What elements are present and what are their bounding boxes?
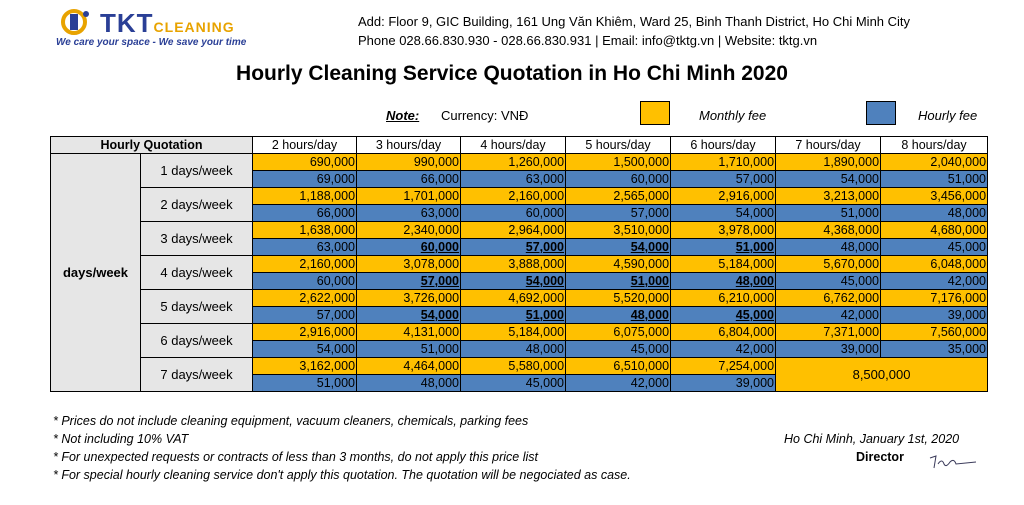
column-header: 6 hours/day [671, 137, 776, 154]
signoff-role: Director [856, 450, 904, 464]
hourly-fee-cell: 48,000 [566, 307, 671, 324]
days-week-group-label: days/week [51, 154, 141, 392]
hourly-fee-cell: 42,000 [566, 375, 671, 392]
monthly-fee-cell: 4,131,000 [357, 324, 461, 341]
logo-tagline: We care your space - We save your time [56, 37, 247, 48]
hourly-fee-cell: 39,000 [776, 341, 881, 358]
monthly-fee-cell: 2,040,000 [881, 154, 988, 171]
hourly-fee-cell: 42,000 [881, 273, 988, 290]
hourly-fee-cell: 39,000 [881, 307, 988, 324]
hourly-fee-cell: 48,000 [461, 341, 566, 358]
monthly-fee-cell: 7,176,000 [881, 290, 988, 307]
monthly-fee-cell: 690,000 [253, 154, 357, 171]
hourly-fee-cell: 63,000 [357, 205, 461, 222]
hourly-fee-legend: Hourly fee [918, 108, 978, 123]
monthly-fee-cell: 5,580,000 [461, 358, 566, 375]
table-corner-header: Hourly Quotation [51, 137, 253, 154]
hourly-fee-cell: 60,000 [461, 205, 566, 222]
page-title: Hourly Cleaning Service Quotation in Ho Chi Minh 2020 [236, 62, 788, 85]
hourly-fee-cell: 39,000 [671, 375, 776, 392]
monthly-fee-cell: 4,692,000 [461, 290, 566, 307]
hourly-fee-cell: 54,000 [776, 171, 881, 188]
row-label: 4 days/week [141, 256, 253, 290]
monthly-fee-cell: 1,500,000 [566, 154, 671, 171]
hourly-fee-cell: 42,000 [671, 341, 776, 358]
column-header: 7 hours/day [776, 137, 881, 154]
hourly-fee-cell: 51,000 [881, 171, 988, 188]
monthly-fee-cell: 6,210,000 [671, 290, 776, 307]
column-header: 8 hours/day [881, 137, 988, 154]
monthly-fee-cell: 3,978,000 [671, 222, 776, 239]
monthly-fee-cell: 1,890,000 [776, 154, 881, 171]
company-logo [56, 8, 256, 52]
table-row-monthly [51, 222, 988, 239]
monthly-fee-swatch [640, 101, 670, 125]
footnote: * For special hourly cleaning service don't apply this quotation. The quotation will be negociated as case. [53, 468, 631, 482]
monthly-fee-cell: 2,964,000 [461, 222, 566, 239]
quotation-table [50, 136, 988, 392]
monthly-fee-cell: 5,520,000 [566, 290, 671, 307]
monthly-fee-cell: 7,371,000 [776, 324, 881, 341]
table-row-monthly [51, 188, 988, 205]
hourly-fee-cell: 45,000 [566, 341, 671, 358]
hourly-fee-cell: 57,000 [566, 205, 671, 222]
column-header: 5 hours/day [566, 137, 671, 154]
row-label: 1 days/week [141, 154, 253, 188]
hourly-fee-cell: 54,000 [357, 307, 461, 324]
hourly-fee-cell: 42,000 [776, 307, 881, 324]
merged-fee-cell: 8,500,000 [776, 358, 988, 392]
monthly-fee-cell: 3,510,000 [566, 222, 671, 239]
hourly-fee-cell: 48,000 [357, 375, 461, 392]
note-label: Note: [386, 108, 420, 123]
hourly-fee-cell: 60,000 [566, 171, 671, 188]
footnote: * For unexpected requests or contracts of less than 3 months, do not apply this price list [53, 450, 538, 464]
monthly-fee-cell: 6,510,000 [566, 358, 671, 375]
row-label: 6 days/week [141, 324, 253, 358]
table-header-row [51, 137, 988, 154]
hourly-fee-cell: 69,000 [253, 171, 357, 188]
row-label: 7 days/week [141, 358, 253, 392]
hourly-fee-cell: 54,000 [566, 239, 671, 256]
hourly-fee-cell: 54,000 [671, 205, 776, 222]
hourly-fee-cell: 57,000 [253, 307, 357, 324]
hourly-fee-cell: 45,000 [776, 273, 881, 290]
hourly-fee-cell: 51,000 [776, 205, 881, 222]
monthly-fee-cell: 3,213,000 [776, 188, 881, 205]
footnote: * Not including 10% VAT [53, 432, 189, 446]
row-label: 3 days/week [141, 222, 253, 256]
hourly-fee-cell: 51,000 [566, 273, 671, 290]
monthly-fee-cell: 3,456,000 [881, 188, 988, 205]
column-header: 4 hours/day [461, 137, 566, 154]
hourly-fee-cell: 51,000 [357, 341, 461, 358]
monthly-fee-cell: 7,254,000 [671, 358, 776, 375]
table-row-monthly [51, 324, 988, 341]
address-line: Add: Floor 9, GIC Building, 161 Ung Văn Khiêm, Ward 25, Binh Thanh District, Ho Chi Minh City [358, 14, 911, 29]
row-label: 5 days/week [141, 290, 253, 324]
table-row-monthly [51, 256, 988, 273]
hourly-fee-cell: 51,000 [253, 375, 357, 392]
column-header: 3 hours/day [357, 137, 461, 154]
hourly-fee-cell: 63,000 [461, 171, 566, 188]
hourly-fee-cell: 48,000 [776, 239, 881, 256]
hourly-fee-cell: 48,000 [671, 273, 776, 290]
monthly-fee-cell: 6,762,000 [776, 290, 881, 307]
hourly-fee-cell: 57,000 [671, 171, 776, 188]
hourly-fee-cell: 45,000 [461, 375, 566, 392]
monthly-fee-legend: Monthly fee [699, 108, 767, 123]
monthly-fee-cell: 2,160,000 [253, 256, 357, 273]
monthly-fee-cell: 1,638,000 [253, 222, 357, 239]
monthly-fee-cell: 2,622,000 [253, 290, 357, 307]
hourly-fee-cell: 45,000 [671, 307, 776, 324]
monthly-fee-cell: 1,710,000 [671, 154, 776, 171]
signature-icon [926, 450, 982, 472]
monthly-fee-cell: 1,188,000 [253, 188, 357, 205]
phone-email-line: Phone 028.66.830.930 - 028.66.830.931 | Email: info@tktg.vn | Website: tktg.vn [358, 33, 818, 48]
logo-mark-icon [60, 8, 94, 36]
monthly-fee-cell: 3,162,000 [253, 358, 357, 375]
hourly-fee-cell: 35,000 [881, 341, 988, 358]
hourly-fee-cell: 66,000 [253, 205, 357, 222]
monthly-fee-cell: 6,804,000 [671, 324, 776, 341]
hourly-fee-cell: 45,000 [881, 239, 988, 256]
monthly-fee-cell: 5,670,000 [776, 256, 881, 273]
table-row-monthly [51, 154, 988, 171]
contact-block [358, 12, 910, 50]
row-label: 2 days/week [141, 188, 253, 222]
hourly-fee-swatch [866, 101, 896, 125]
hourly-fee-cell: 48,000 [881, 205, 988, 222]
monthly-fee-cell: 4,464,000 [357, 358, 461, 375]
monthly-fee-cell: 2,916,000 [253, 324, 357, 341]
footnote: * Prices do not include cleaning equipment, vacuum cleaners, chemicals, parking fees [53, 414, 529, 428]
table-row-monthly [51, 290, 988, 307]
monthly-fee-cell: 2,565,000 [566, 188, 671, 205]
hourly-fee-cell: 54,000 [253, 341, 357, 358]
monthly-fee-cell: 7,560,000 [881, 324, 988, 341]
hourly-fee-cell: 60,000 [357, 239, 461, 256]
currency-note: Currency: VNĐ [441, 108, 529, 123]
monthly-fee-cell: 6,048,000 [881, 256, 988, 273]
logo-name-main: TKT [100, 8, 154, 38]
hourly-fee-cell: 51,000 [671, 239, 776, 256]
hourly-fee-cell: 54,000 [461, 273, 566, 290]
monthly-fee-cell: 6,075,000 [566, 324, 671, 341]
monthly-fee-cell: 5,184,000 [671, 256, 776, 273]
logo-wordmark [100, 8, 235, 39]
monthly-fee-cell: 1,701,000 [357, 188, 461, 205]
monthly-fee-cell: 4,368,000 [776, 222, 881, 239]
monthly-fee-cell: 4,590,000 [566, 256, 671, 273]
monthly-fee-cell: 990,000 [357, 154, 461, 171]
hourly-fee-cell: 51,000 [461, 307, 566, 324]
monthly-fee-cell: 2,160,000 [461, 188, 566, 205]
hourly-fee-cell: 60,000 [253, 273, 357, 290]
monthly-fee-cell: 1,260,000 [461, 154, 566, 171]
monthly-fee-cell: 3,078,000 [357, 256, 461, 273]
logo-name-sub: CLEANING [153, 19, 235, 35]
hourly-fee-cell: 63,000 [253, 239, 357, 256]
monthly-fee-cell: 4,680,000 [881, 222, 988, 239]
monthly-fee-cell: 2,916,000 [671, 188, 776, 205]
hourly-fee-cell: 66,000 [357, 171, 461, 188]
hourly-fee-cell: 57,000 [357, 273, 461, 290]
hourly-fee-cell: 57,000 [461, 239, 566, 256]
monthly-fee-cell: 2,340,000 [357, 222, 461, 239]
column-header: 2 hours/day [253, 137, 357, 154]
monthly-fee-cell: 3,726,000 [357, 290, 461, 307]
monthly-fee-cell: 5,184,000 [461, 324, 566, 341]
monthly-fee-cell: 3,888,000 [461, 256, 566, 273]
table-row-monthly [51, 358, 988, 375]
signoff-place-date: Ho Chi Minh, January 1st, 2020 [784, 432, 960, 446]
